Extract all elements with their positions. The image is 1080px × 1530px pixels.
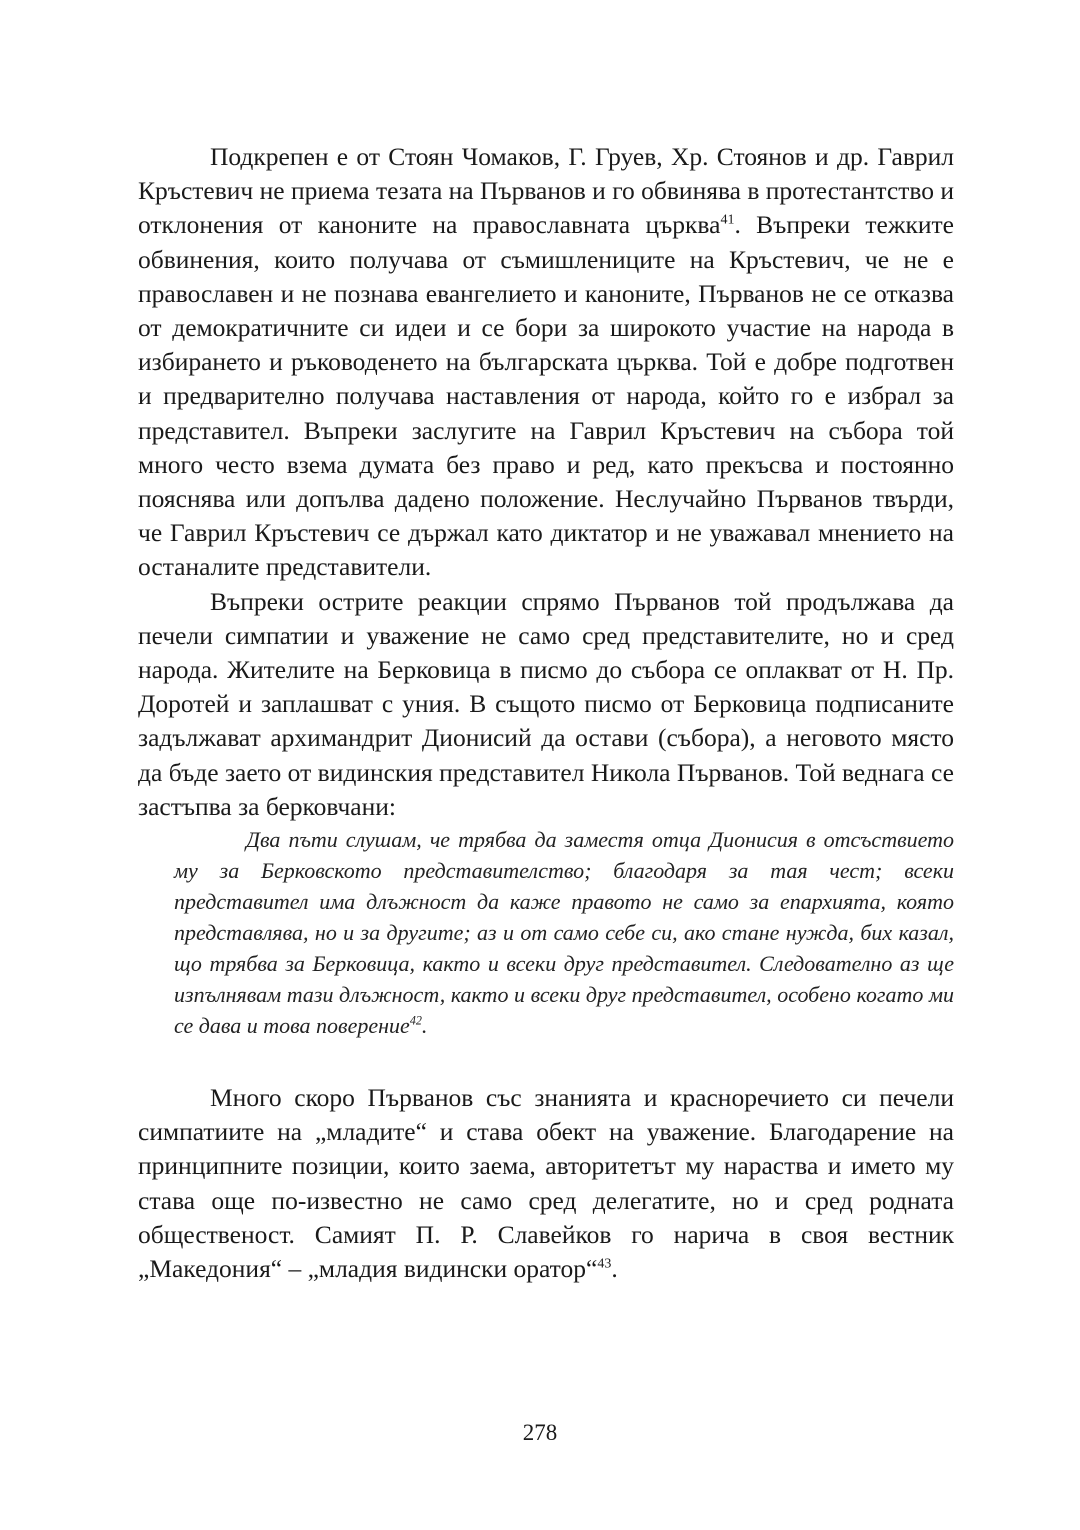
spacer xyxy=(138,1041,954,1081)
paragraph-1 xyxy=(138,140,954,585)
footnote-ref-43: 43 xyxy=(597,1256,612,1272)
paragraph-2 xyxy=(138,585,954,824)
page-body xyxy=(138,140,954,1286)
block-quote-text: Два пъти слушам, че трябва да заместя отца Дионисия в отсъствието му за Берковското представителство; благодаря за тая чест; всеки представител има длъжност да каже правото не само за епархията, която представлява, но и за другите; аз и от само себе си, ако стане нужда, бих казал, що трябва за Берковица, както и всеки друг представител. Следователно аз ще изпълнявам тази длъжност, както и всеки друг представител, особено когато ми се дава и това поверение xyxy=(174,827,954,1039)
paragraph-2-text: Въпреки острите реакции спрямо Първанов той продължава да печели симпатии и уважение не само сред представителите, но и сред народа. Жителите на Берковица в писмо до събора се оплакват от Н. Пр. Доротей и заплашват с уния. В същото писмо от Берковица подписаните задължават архимандрит Дионисий да остави (събора), а неговото място да бъде заето от видинския представител Никола Първанов. Той веднага се застъпва за берковчани: xyxy=(138,586,954,821)
footnote-ref-41: 41 xyxy=(720,212,735,228)
page-number: 278 xyxy=(522,1420,558,1445)
paragraph-3-text: Много скоро Първанов със знанията и красноречието си печели симпатиите на „младите“ и става обект на уважение. Благодарение на принципните позиции, които заема, авторитетът му нараства и името му става още по-известно не само сред делегатите, но и сред родната общественост. Самият П. Р. Славейков го нарича в своя вестник „Македония“ – „младия видински оратор“ xyxy=(138,1083,954,1284)
block-quote xyxy=(174,824,954,1041)
footnote-ref-42: 42 xyxy=(409,1013,422,1028)
paragraph-3 xyxy=(138,1081,954,1286)
paragraph-1-text-b: . Въпреки тежките обвинения, които получава от съмишлениците на Кръстевич, че не е православен и не познава евангелието и каноните, Първанов не се отказва от демократичните си идеи и се бори за широкото участие на народа в избирането и ръководенето на българската църква. Той е добре подготвен и предварително получава наставления от народа, който го е избрал за представител. Въпреки заслугите на Гаврил Кръстевич на събора той много често взема думата без право и ред, като прекъсва и постоянно пояснява или допълва дадено положение. Неслучайно Първанов твърди, че Гаврил Кръстевич се държал като диктатор и не уважавал мнението на останалите представители. xyxy=(138,210,954,582)
paragraph-1-text-a: Подкрепен е от Стоян Чомаков, Г. Груев, Хр. Стоянов и др. Гаврил Кръстевич не приема тезата на Първанов и го обвинява в протестантство и отклонения от каноните на православната църква xyxy=(138,142,954,240)
paragraph-3-end: . xyxy=(611,1254,618,1284)
block-quote-end: . xyxy=(421,1013,428,1039)
